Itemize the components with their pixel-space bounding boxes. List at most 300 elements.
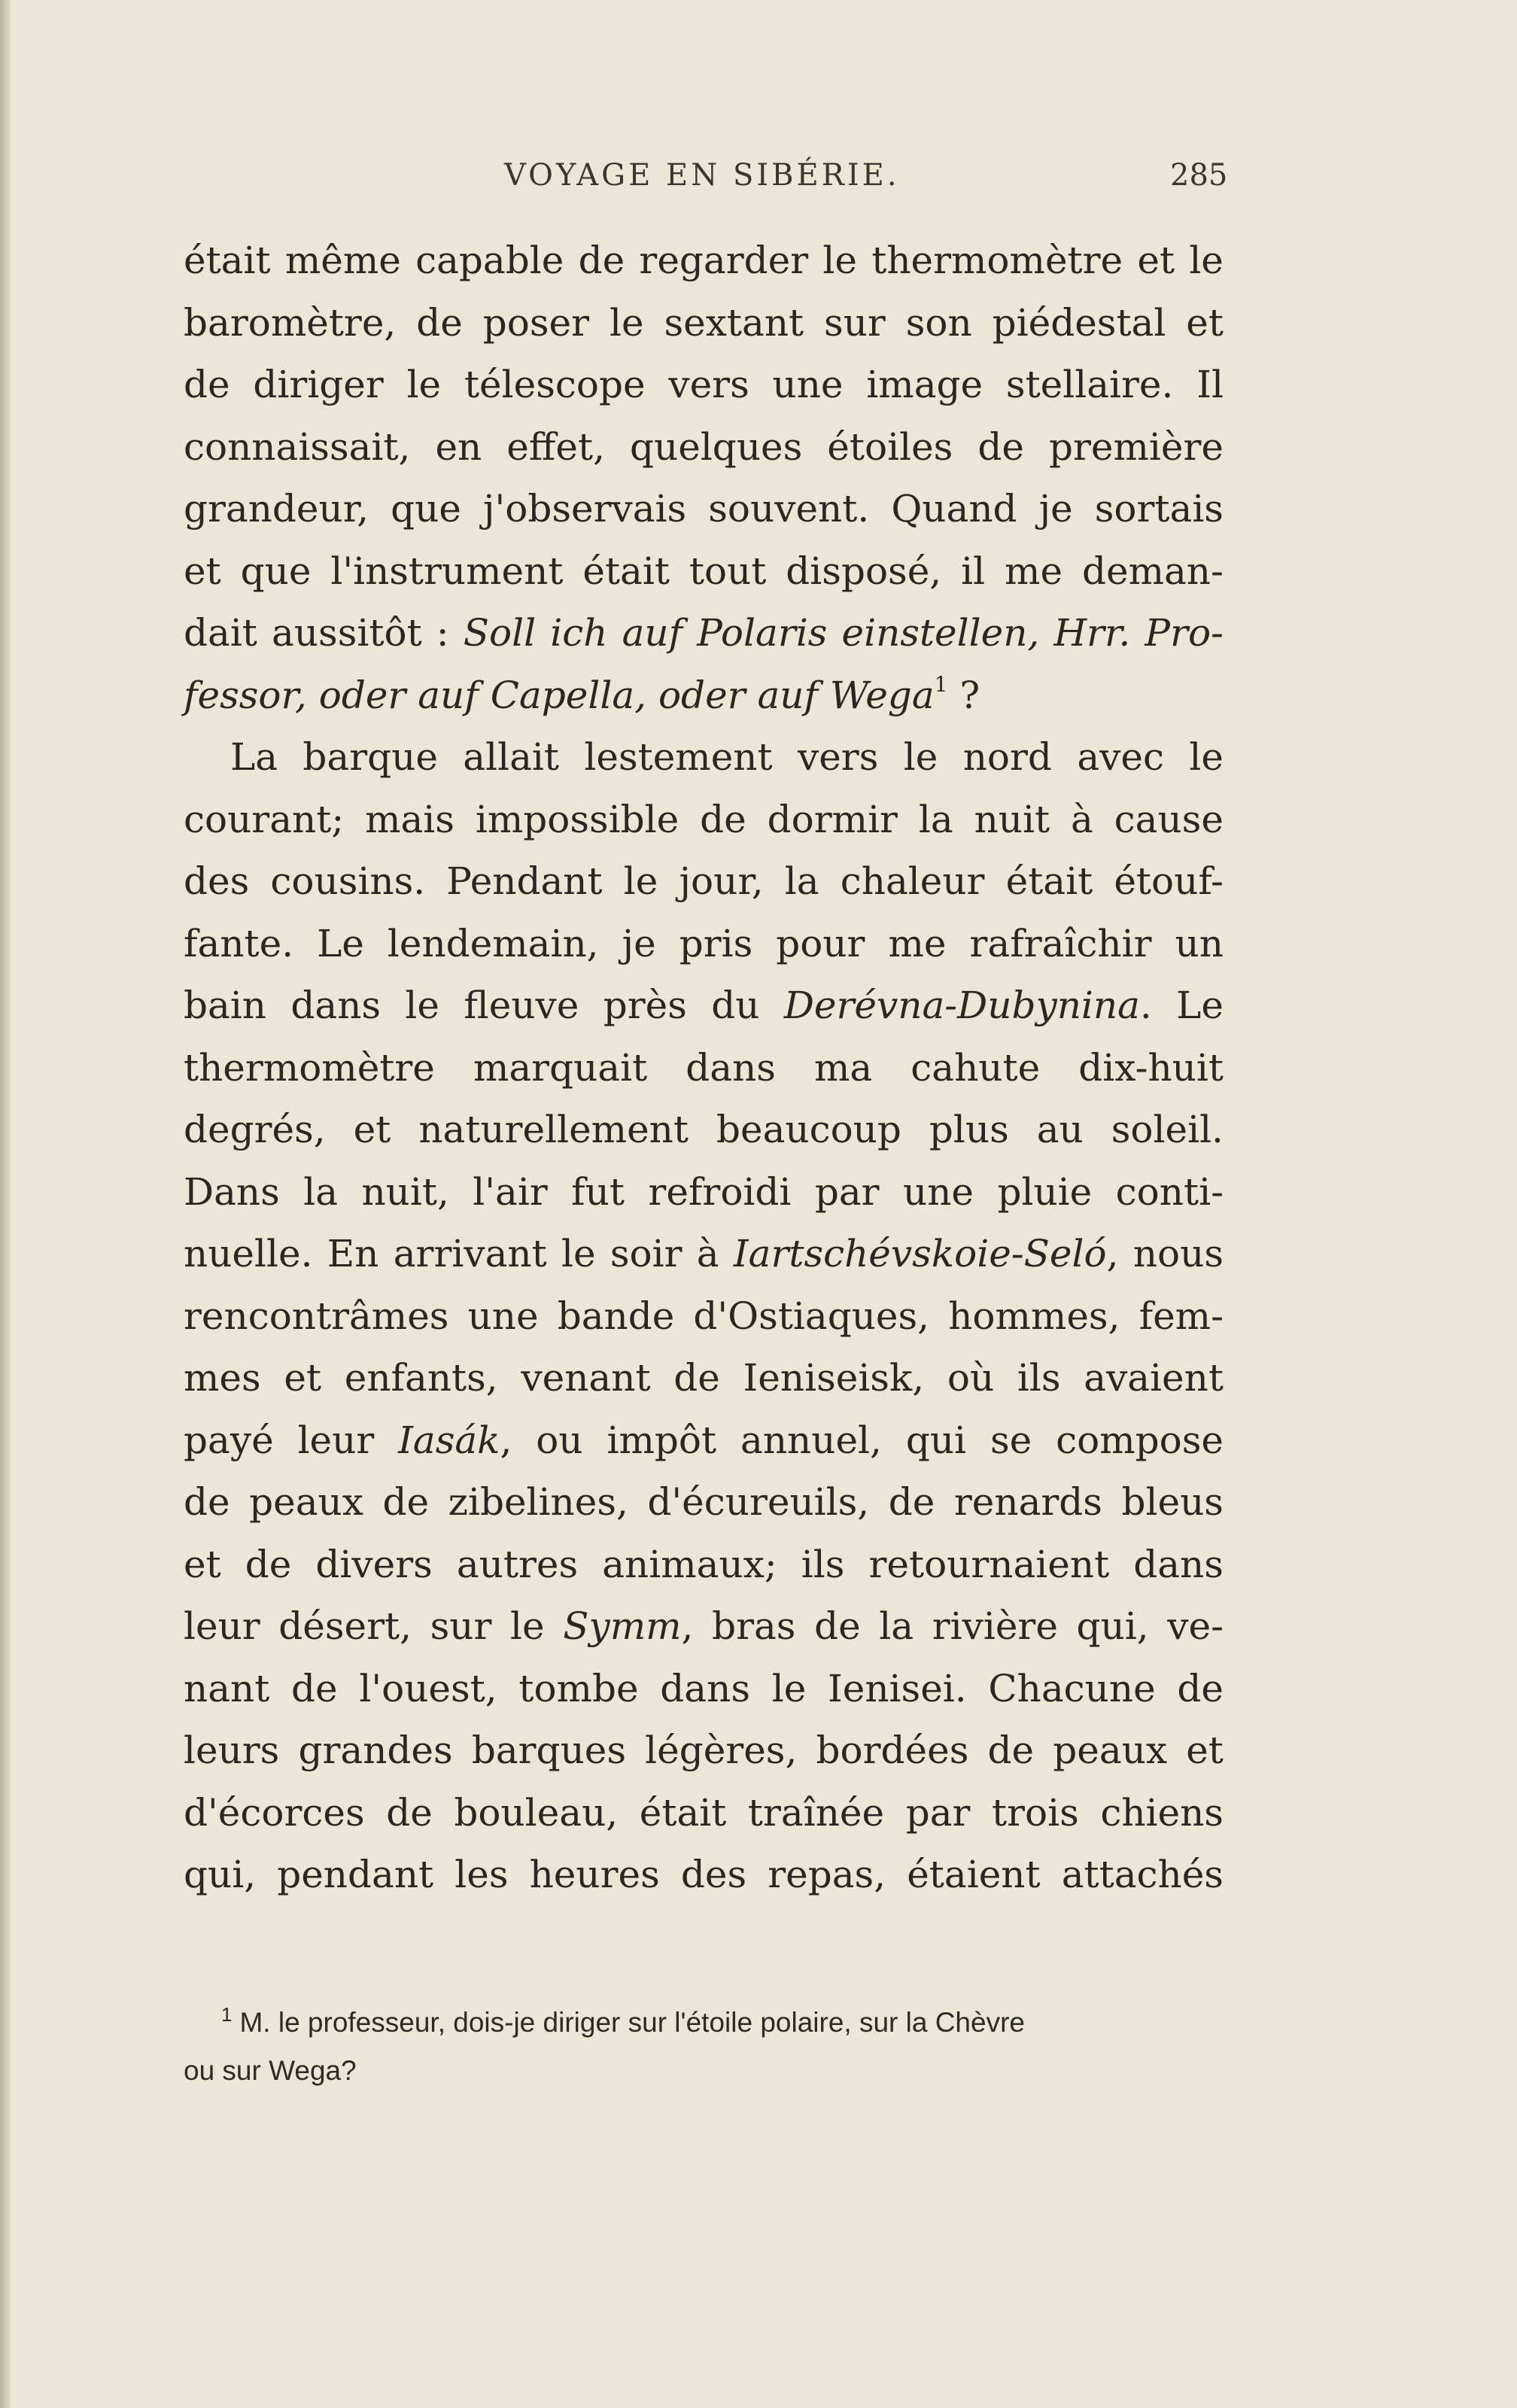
word <box>464 602 536 664</box>
roman-text: Il <box>1196 363 1224 406</box>
word <box>879 1595 914 1658</box>
roman-text: la <box>784 859 819 903</box>
running-head <box>0 158 1517 203</box>
roman-text: bande <box>557 1294 675 1338</box>
roman-text: Chacune <box>988 1666 1156 1710</box>
word <box>919 789 953 851</box>
roman-text: la <box>303 1169 339 1214</box>
text-line <box>184 1471 1224 1534</box>
roman-text: qui, <box>1076 1604 1149 1648</box>
roman-text: souvent. <box>708 487 870 531</box>
word <box>1037 1099 1084 1161</box>
word <box>647 1471 869 1534</box>
text-line <box>184 1409 1224 1472</box>
word <box>184 230 271 292</box>
text-line <box>184 913 1224 975</box>
roman-text: autres <box>456 1542 579 1586</box>
roman-text: le <box>406 363 442 406</box>
roman-text: et <box>1186 1728 1224 1772</box>
roman-text: légères, <box>645 1728 798 1772</box>
roman-text: des <box>184 859 250 903</box>
roman-text: au <box>1036 1108 1084 1151</box>
italic-text: auf <box>757 673 818 717</box>
word <box>454 1782 618 1844</box>
word <box>491 664 646 727</box>
roman-text: l'ouest, <box>359 1666 497 1710</box>
word <box>184 1223 312 1285</box>
roman-text: jour, <box>679 859 764 903</box>
word <box>418 1099 689 1161</box>
roman-text: piédestal <box>992 300 1166 345</box>
word <box>681 1844 746 1906</box>
word <box>1114 789 1224 851</box>
word <box>359 1658 497 1720</box>
roman-text: animaux; <box>602 1542 777 1586</box>
roman-text: le <box>771 1666 807 1710</box>
word <box>992 1782 1079 1844</box>
word <box>645 1719 797 1782</box>
roman-text: dix-huit <box>1078 1045 1224 1090</box>
word <box>801 1534 845 1596</box>
word <box>563 1595 693 1658</box>
word <box>184 1782 365 1844</box>
text-line <box>184 478 1224 540</box>
word <box>457 1534 578 1596</box>
word <box>785 850 819 913</box>
word <box>184 1037 435 1099</box>
roman-text: me <box>888 921 947 965</box>
word <box>1189 230 1224 292</box>
roman-text: d'écorces <box>184 1790 365 1835</box>
word <box>1176 974 1224 1037</box>
roman-text: et <box>284 1356 322 1400</box>
italic-text: fessor, <box>184 673 307 717</box>
roman-text: télescope <box>464 363 646 406</box>
word <box>184 354 230 416</box>
roman-text: étaient <box>907 1853 1041 1896</box>
word <box>648 1161 791 1224</box>
roman-text: l'air <box>473 1169 548 1214</box>
roman-text: de <box>987 1728 1035 1772</box>
text-line <box>184 292 1224 354</box>
roman-text: ou <box>536 1418 583 1462</box>
word <box>1053 602 1130 664</box>
italic-text: auf <box>418 673 479 717</box>
roman-text: était <box>639 1790 727 1835</box>
word <box>658 664 746 727</box>
text-line <box>184 1037 1224 1099</box>
word <box>1071 789 1093 851</box>
word <box>290 974 381 1037</box>
text-line <box>184 1285 1224 1348</box>
word <box>468 1285 539 1348</box>
word <box>330 540 563 603</box>
roman-text: le <box>510 1604 545 1648</box>
roman-text: de <box>977 424 1024 469</box>
word <box>472 1719 626 1782</box>
word <box>891 478 1017 540</box>
roman-text: La <box>230 735 278 779</box>
word <box>772 1658 807 1720</box>
word <box>1053 1719 1167 1782</box>
word <box>184 540 221 603</box>
roman-text: rencontrâmes <box>184 1294 449 1338</box>
word <box>1186 292 1224 354</box>
roman-text: même <box>284 239 401 282</box>
word <box>988 1658 1155 1720</box>
word <box>768 789 898 851</box>
roman-text: traînée <box>747 1790 885 1835</box>
italic-text: Soll <box>463 611 537 655</box>
roman-text: se <box>990 1418 1032 1462</box>
word <box>903 1161 974 1224</box>
roman-text: et <box>353 1108 391 1151</box>
word <box>947 1347 994 1409</box>
roman-text: dormir <box>767 797 898 841</box>
roman-text: leur <box>297 1418 375 1462</box>
roman-text: de <box>578 239 625 282</box>
word <box>278 1595 412 1658</box>
roman-text: plus <box>929 1108 1009 1151</box>
word <box>697 1223 719 1285</box>
word <box>815 1161 880 1224</box>
word <box>319 664 406 727</box>
roman-text: fut <box>571 1169 625 1214</box>
roman-text: En <box>327 1232 379 1275</box>
roman-text: allait <box>463 735 559 779</box>
word <box>993 292 1166 354</box>
text-line <box>184 416 1224 479</box>
roman-text: bouleau, <box>454 1790 619 1835</box>
word <box>668 354 749 416</box>
word <box>365 789 454 851</box>
word <box>1077 726 1164 789</box>
word <box>888 913 946 975</box>
word <box>639 230 808 292</box>
roman-text: de <box>382 1480 430 1524</box>
roman-text: Le <box>317 921 364 965</box>
roman-text: barque <box>302 735 438 779</box>
roman-text: grandes <box>298 1728 453 1772</box>
roman-text: peaux <box>1053 1728 1168 1772</box>
roman-text: lendemain, <box>387 921 599 965</box>
roman-text: et <box>184 549 221 593</box>
word <box>1056 1409 1224 1472</box>
word <box>184 416 410 479</box>
text-line <box>184 1223 1224 1285</box>
word <box>959 664 980 727</box>
roman-text: nant <box>184 1666 270 1710</box>
word <box>988 1719 1035 1782</box>
roman-text: heures <box>529 1853 660 1896</box>
roman-text: avec <box>1077 735 1164 779</box>
footnote-line <box>184 2047 1224 2095</box>
roman-text: le <box>1189 239 1224 282</box>
word <box>1167 1595 1224 1658</box>
text-line <box>184 354 1224 416</box>
roman-text: la <box>879 1604 914 1648</box>
roman-text: arrivant <box>393 1232 547 1275</box>
roman-text: . <box>1139 984 1152 1027</box>
text-line <box>184 850 1224 913</box>
roman-text: les <box>454 1853 509 1896</box>
roman-text: zibelines, <box>448 1480 628 1524</box>
roman-text: ils <box>801 1542 845 1586</box>
roman-text: refroidi <box>648 1169 792 1214</box>
word <box>776 913 865 975</box>
text-line <box>184 1534 1224 1596</box>
roman-text: fleuve <box>464 984 579 1027</box>
word <box>814 1037 872 1099</box>
roman-text: Ienisei. <box>828 1666 967 1710</box>
roman-text: ils <box>1017 1356 1061 1400</box>
word <box>184 1844 256 1906</box>
word <box>866 354 983 416</box>
word <box>315 1534 432 1596</box>
word <box>386 1782 433 1844</box>
word <box>1139 1285 1224 1348</box>
word <box>679 850 764 913</box>
footnote-line <box>184 1990 1224 2047</box>
roman-text: sextant <box>664 300 804 345</box>
roman-text: trois <box>991 1790 1079 1835</box>
word <box>184 850 249 913</box>
roman-text: était <box>1005 859 1093 903</box>
word <box>610 1223 682 1285</box>
word <box>868 1534 1109 1596</box>
word <box>184 1409 274 1472</box>
roman-text: payé <box>184 1418 274 1462</box>
italic-text: Pro- <box>1145 611 1224 655</box>
word <box>907 1844 1040 1906</box>
roman-text: dait <box>184 611 257 655</box>
roman-text: le <box>609 300 644 345</box>
italic-text: einstellen, <box>841 611 1040 655</box>
word <box>997 1161 1092 1224</box>
word <box>536 1409 582 1472</box>
roman-text: de <box>184 363 230 406</box>
word <box>757 664 818 727</box>
word <box>640 1782 727 1844</box>
roman-text: nous <box>1132 1232 1224 1275</box>
roman-text: bras <box>712 1604 796 1648</box>
roman-text: thermomètre <box>184 1045 435 1090</box>
word <box>249 1471 363 1534</box>
roman-text: je <box>1038 487 1073 531</box>
word <box>1114 850 1224 913</box>
word <box>824 292 886 354</box>
word <box>184 1719 279 1782</box>
word <box>748 1782 884 1844</box>
word <box>1006 354 1174 416</box>
roman-text: avaient <box>1084 1356 1224 1400</box>
roman-text: enfants, <box>344 1356 498 1400</box>
roman-text: dans <box>1133 1542 1224 1586</box>
word <box>245 1534 292 1596</box>
roman-text: fem- <box>1139 1294 1224 1338</box>
roman-text: tout <box>689 549 767 593</box>
roman-text: où <box>947 1356 995 1400</box>
word <box>622 913 656 975</box>
word <box>889 1471 935 1534</box>
word <box>473 1161 547 1224</box>
roman-text: renards <box>953 1480 1102 1524</box>
word <box>1039 478 1073 540</box>
roman-text: peaux <box>249 1480 363 1524</box>
roman-text: vers <box>668 363 749 406</box>
roman-text: de <box>673 1356 720 1400</box>
text-line <box>184 1595 1224 1658</box>
word <box>624 850 658 913</box>
roman-text: le <box>822 239 857 282</box>
roman-text: connaissait, <box>184 424 411 469</box>
roman-text: Pendant <box>446 859 603 903</box>
roman-text: de <box>184 1480 230 1524</box>
text-line <box>184 1844 1224 1906</box>
text-line <box>184 1658 1224 1720</box>
word <box>506 416 605 479</box>
word <box>974 789 1050 851</box>
text-line <box>184 1719 1224 1782</box>
italic-text: ich <box>550 611 608 655</box>
word <box>463 726 559 789</box>
text-line <box>184 974 1224 1037</box>
word <box>241 540 312 603</box>
word <box>302 726 438 789</box>
text-line <box>184 789 1224 851</box>
word <box>906 292 972 354</box>
word <box>963 726 1052 789</box>
word <box>708 478 869 540</box>
roman-text: , <box>1106 1232 1119 1275</box>
word <box>828 1658 967 1720</box>
roman-text: capable <box>415 239 564 282</box>
roman-text: cousins. <box>270 859 426 903</box>
word <box>1095 478 1224 540</box>
roman-text: dans <box>686 1045 776 1090</box>
roman-text: que <box>240 549 312 593</box>
word <box>184 664 307 727</box>
word <box>734 1223 1119 1285</box>
roman-text: désert, <box>278 1604 412 1648</box>
footnote <box>184 1990 1224 2095</box>
roman-text: divers <box>315 1542 433 1586</box>
word <box>602 1534 777 1596</box>
italic-text: Iartschévskoie-Seló <box>733 1232 1107 1275</box>
roman-text: par <box>814 1169 880 1214</box>
text-line <box>184 1161 1224 1224</box>
word <box>977 416 1024 479</box>
roman-text: la <box>918 797 953 841</box>
footnote-ref: 1 <box>934 671 948 697</box>
word <box>610 292 644 354</box>
roman-text: annuel, <box>740 1418 882 1462</box>
roman-text: grandeur, <box>184 487 369 531</box>
roman-text: me <box>1005 549 1063 593</box>
roman-text: de <box>1177 1666 1224 1710</box>
word <box>382 1471 429 1534</box>
italic-text: Wega <box>829 673 935 717</box>
roman-text: baromètre, <box>184 300 397 345</box>
roman-text: pluie <box>997 1169 1093 1214</box>
word <box>1116 1161 1224 1224</box>
word <box>446 850 602 913</box>
roman-text: lestement <box>584 735 773 779</box>
roman-text: le <box>405 984 440 1027</box>
word <box>448 1471 628 1534</box>
word <box>298 1719 452 1782</box>
text-line <box>184 664 1224 727</box>
roman-text: cahute <box>911 1045 1041 1090</box>
roman-text: le <box>623 859 658 903</box>
roman-text: leurs <box>184 1728 280 1772</box>
word <box>464 354 646 416</box>
roman-text: vers <box>797 735 879 779</box>
word <box>1006 850 1093 913</box>
roman-text: fante. <box>184 921 294 965</box>
roman-text: j'observais <box>482 487 687 531</box>
word <box>1137 230 1175 292</box>
roman-text: courant; <box>184 797 345 841</box>
roman-text: du <box>711 984 760 1027</box>
word <box>1082 540 1224 603</box>
roman-text: d'écureuils, <box>647 1480 870 1524</box>
word <box>784 974 1152 1037</box>
word <box>558 1285 675 1348</box>
word <box>1111 1099 1224 1161</box>
word <box>906 1782 971 1844</box>
roman-text: mes <box>184 1356 261 1400</box>
footnote-mark: 1 <box>221 2003 233 2026</box>
word <box>686 1037 776 1099</box>
roman-text: Quand <box>891 487 1017 531</box>
word <box>291 1658 338 1720</box>
word <box>270 850 425 913</box>
word <box>630 416 802 479</box>
roman-text: degrés, <box>184 1108 326 1151</box>
roman-text: , <box>681 1604 694 1648</box>
word <box>253 354 383 416</box>
roman-text: près <box>603 984 687 1027</box>
roman-text: de <box>416 300 463 345</box>
roman-text: le <box>561 1232 596 1275</box>
word <box>1189 726 1224 789</box>
word <box>871 230 1123 292</box>
word <box>277 1844 433 1906</box>
text-line <box>184 1347 1224 1409</box>
roman-text: compose <box>1056 1418 1224 1462</box>
roman-text: ma <box>814 1045 873 1090</box>
roman-text: impossible <box>475 797 679 841</box>
word <box>272 602 422 664</box>
roman-text: une <box>467 1294 539 1338</box>
roman-text: un <box>1175 921 1224 965</box>
word <box>906 1409 966 1472</box>
word <box>1145 602 1224 664</box>
word <box>391 478 461 540</box>
word <box>842 602 1040 664</box>
word <box>1121 1471 1223 1534</box>
roman-text: thermomètre <box>871 239 1123 282</box>
roman-text: bleus <box>1121 1480 1224 1524</box>
word <box>697 602 827 664</box>
text-line <box>184 540 1224 603</box>
roman-text: naturellement <box>418 1108 689 1151</box>
word <box>1175 913 1224 975</box>
roman-text: de <box>386 1790 433 1835</box>
word <box>1062 1844 1224 1906</box>
word <box>773 354 844 416</box>
